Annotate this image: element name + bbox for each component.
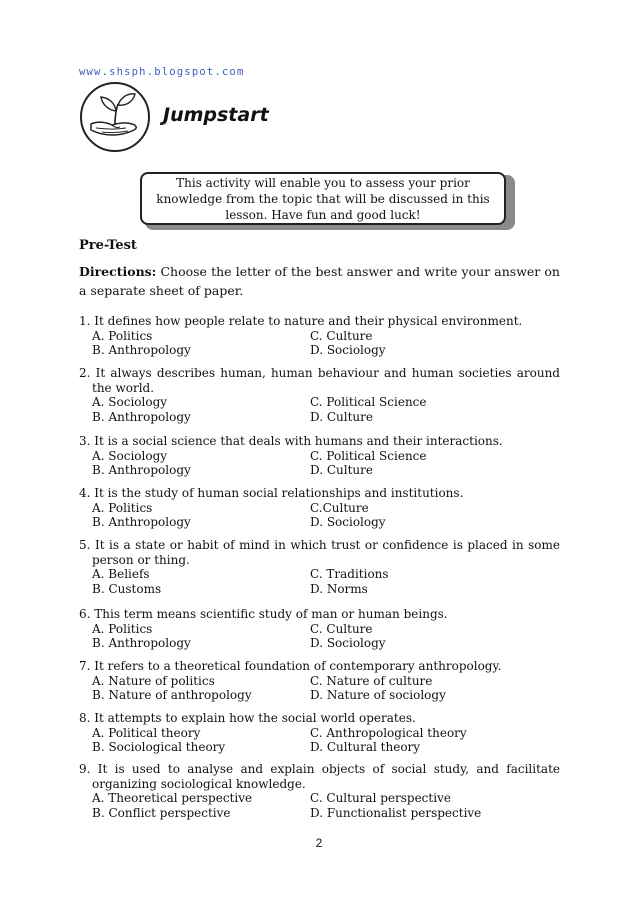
- question-options: [79, 622, 560, 651]
- option-d: D. Sociology: [310, 636, 386, 650]
- callout-text: This activity will enable you to assess your prior knowledge from the topic that will be discussed in this lesson. Have fun and good luck!: [156, 175, 490, 222]
- option-a: A. Sociology: [92, 395, 168, 409]
- option-c: C.Culture: [310, 500, 369, 515]
- page-number: 2: [315, 836, 323, 850]
- question-6: [79, 607, 560, 651]
- option-c: C. Anthropological theory: [310, 725, 467, 740]
- question-options: [79, 501, 560, 530]
- question-1: [79, 314, 560, 358]
- pretest-title: Pre-Test: [79, 238, 137, 253]
- option-d: D. Sociology: [310, 515, 386, 529]
- option-d: D. Norms: [310, 581, 368, 596]
- option-c: C. Culture: [310, 328, 373, 343]
- question-stem: 5. It is a state or habit of mind in which trust or confidence is placed in some person or thing.: [79, 538, 560, 567]
- option-b: B. Nature of anthropology: [92, 688, 252, 702]
- question-5: [79, 538, 560, 596]
- option-a: A. Politics: [92, 621, 153, 636]
- question-options: [79, 791, 560, 820]
- question-8: [79, 711, 560, 755]
- option-c: C. Political Science: [310, 395, 427, 409]
- option-b: B. Anthropology: [92, 463, 191, 477]
- option-b: B. Sociological theory: [92, 740, 226, 754]
- directions: [79, 262, 560, 300]
- question-options: [79, 567, 560, 596]
- question-stem: 6. This term means scientific study of man or human beings.: [79, 607, 448, 621]
- option-a: A. Beliefs: [92, 567, 150, 581]
- option-a: A. Politics: [92, 500, 153, 515]
- hand-with-sprout-icon: [80, 82, 150, 152]
- option-b: B. Anthropology: [92, 636, 191, 650]
- option-d: D. Functionalist perspective: [310, 805, 482, 820]
- question-stem: 7. It refers to a theoretical foundation of contemporary anthropology.: [79, 659, 502, 673]
- option-d: D. Sociology: [310, 343, 386, 357]
- question-7: [79, 659, 560, 703]
- activity-callout: [140, 172, 506, 225]
- option-b: B. Anthropology: [92, 343, 191, 357]
- option-a: A. Nature of politics: [92, 673, 215, 688]
- option-a: A. Theoretical perspective: [92, 791, 253, 805]
- question-stem: 3. It is a social science that deals with humans and their interactions.: [79, 434, 503, 448]
- question-3: [79, 434, 560, 478]
- option-d: D. Culture: [310, 463, 373, 477]
- question-options: [79, 674, 560, 703]
- option-c: C. Nature of culture: [310, 673, 433, 688]
- option-c: C. Cultural perspective: [310, 791, 451, 805]
- directions-text: Choose the letter of the best answer and write your answer on a separate sheet of paper.: [79, 264, 560, 298]
- option-c: C. Traditions: [310, 567, 389, 581]
- question-options: [79, 449, 560, 478]
- question-options: [79, 329, 560, 358]
- option-c: C. Political Science: [310, 448, 427, 463]
- question-stem: 8. It attempts to explain how the social world operates.: [79, 711, 416, 725]
- option-c: C. Culture: [310, 621, 373, 636]
- question-stem: 1. It defines how people relate to nature and their physical environment.: [79, 314, 523, 328]
- question-stem: 9. It is used to analyse and explain objects of social study, and facilitate organizing sociological knowledge.: [79, 762, 560, 791]
- website-url[interactable]: www.shsph.blogspot.com: [79, 66, 245, 78]
- option-d: D. Culture: [310, 409, 373, 424]
- option-b: B. Customs: [92, 581, 162, 596]
- question-stem: 4. It is the study of human social relationships and institutions.: [79, 486, 464, 500]
- option-b: B. Anthropology: [92, 515, 191, 529]
- question-options: [79, 726, 560, 755]
- question-stem: 2. It always describes human, human behaviour and human societies around the world.: [79, 366, 560, 395]
- option-d: D. Nature of sociology: [310, 688, 446, 702]
- question-4: [79, 486, 560, 530]
- option-b: B. Anthropology: [92, 409, 191, 424]
- section-title: Jumpstart: [163, 104, 269, 126]
- option-a: A. Politics: [92, 328, 153, 343]
- question-9: [79, 762, 560, 820]
- option-a: A. Sociology: [92, 448, 168, 463]
- option-b: B. Conflict perspective: [92, 805, 231, 820]
- question-2: [79, 366, 560, 424]
- question-options: [79, 395, 560, 424]
- directions-label: Directions:: [79, 264, 157, 279]
- option-a: A. Political theory: [92, 725, 201, 740]
- option-d: D. Cultural theory: [310, 740, 421, 754]
